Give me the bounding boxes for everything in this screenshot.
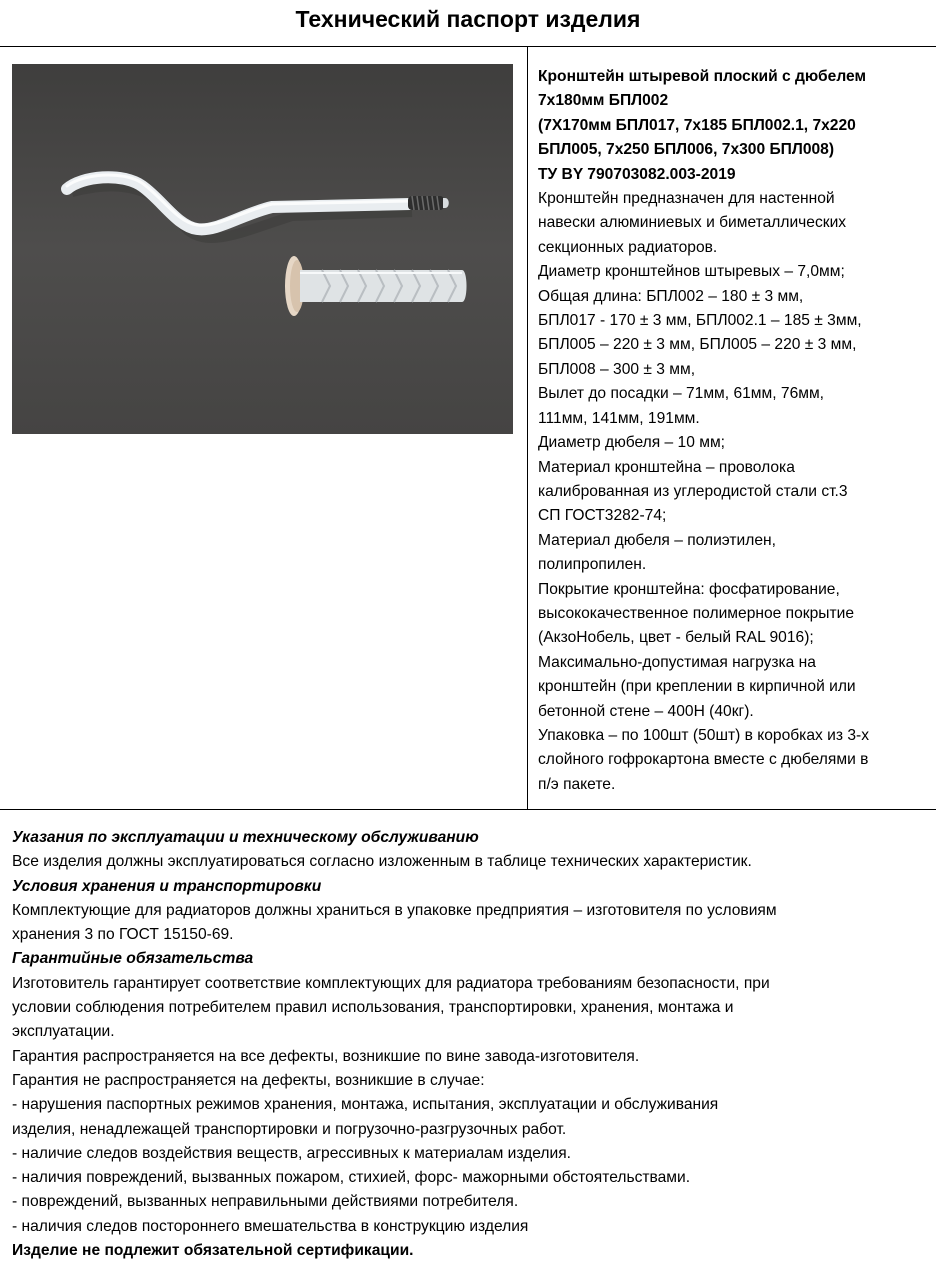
product-spec	[538, 65, 930, 797]
operation-heading: Указания по эксплуатации и техническому обслуживанию	[12, 829, 479, 846]
spec-table	[0, 46, 936, 810]
product-name-line: Кронштейн штыревой плоский с дюбелем	[538, 68, 867, 85]
product-name-line: (7Х170мм БПЛ017, 7х185 БПЛ002.1, 7х220	[538, 116, 856, 134]
spec-length: Общая длина: БПЛ002 – 180 ± 3 мм, БПЛ017 - 170 ± 3 мм, БПЛ002.1 – 185 ± 3мм, БПЛ005 – 220 ± 3 мм, БПЛ005 – 220 ± 3 мм, БПЛ008 – 300 ± 3 мм,	[538, 287, 862, 378]
exclusion-item: - наличия следов постороннего вмешательства в конструкцию изделия	[12, 1217, 529, 1235]
spec-dowel-diameter: Диаметр дюбеля – 10 мм;	[538, 434, 726, 452]
storage-text: Комплектующие для радиаторов должны храниться в упаковке предприятия – изготовителя по условиям хранения 3 по ГОСТ 15150-69.	[12, 901, 777, 944]
certification-note: Изделие не подлежит обязательной сертификации.	[12, 1242, 414, 1260]
product-name-line: БПЛ005, 7х250 БПЛ006, 7х300 БПЛ008)	[538, 141, 835, 159]
spec-dowel-material: Материал дюбеля – полиэтилен, полипропилен.	[538, 531, 776, 574]
product-standard: ТУ BY 790703082.003-2019	[538, 165, 736, 183]
instructions-section	[12, 826, 928, 1263]
spec-bracket-material: Материал кронштейна – проволока калиброванная из углеродистой стали ст.3 СП ГОСТ3282-74;	[538, 458, 848, 525]
warranty-heading: Гарантийные обязательства	[12, 950, 254, 968]
operation-text: Все изделия должны эксплуатироваться согласно изложенным в таблице технических характеристик.	[12, 853, 752, 871]
exclusion-item: - наличия повреждений, вызванных пожаром, стихией, форс- мажорными обстоятельствами.	[12, 1169, 691, 1187]
product-name-line: 7х180мм БПЛ002	[538, 92, 669, 110]
page-title: Технический паспорт изделия	[295, 6, 641, 32]
storage-heading: Условия хранения и транспортировки	[12, 877, 322, 895]
exclusion-item: - нарушения паспортных режимов хранения, монтажа, испытания, эксплуатации и обслуживания изделия, ненадлежащей транспортировки и погрузочно-разгрузочных работ.	[12, 1096, 719, 1138]
spec-offset: Вылет до посадки – 71мм, 61мм, 76мм, 111мм, 141мм, 191мм.	[538, 385, 825, 427]
warranty-excludes: Гарантия не распространяется на дефекты, возникшие в случае:	[12, 1071, 485, 1089]
table-divider	[527, 47, 528, 809]
exclusion-item: - повреждений, вызванных неправильными действиями потребителя.	[12, 1193, 519, 1211]
spec-coating: Покрытие кронштейна: фосфатирование, высококачественное полимерное покрытие (АкзоНобель, цвет - белый RAL 9016);	[538, 580, 855, 647]
warranty-covers: Гарантия распространяется на все дефекты, возникшие по вине завода-изготовителя.	[12, 1047, 640, 1065]
spec-packaging: Упаковка – по 100шт (50шт) в коробках из 3-х слойного гофрокартона вместе с дюбелями в п/э пакете.	[538, 726, 870, 793]
product-photo	[12, 64, 513, 434]
spec-purpose: Кронштейн предназначен для настенной навески алюминиевых и биметаллических секционных радиаторов.	[538, 190, 847, 256]
exclusion-item: - наличие следов воздействия веществ, агрессивных к материалам изделия.	[12, 1144, 571, 1162]
spec-diameter: Диаметр кронштейнов штыревых – 7,0мм;	[538, 263, 845, 281]
spec-max-load: Максимально-допустимая нагрузка на кронштейн (при креплении в кирпичной или бетонной стене – 400Н (40кг).	[538, 653, 856, 720]
warranty-text: Изготовитель гарантирует соответствие комплектующих для радиатора требованиям безопасности, при условии соблюдения потребителем правил использования, транспортировки, хранения, монтажа и эксплуатации.	[12, 974, 770, 1041]
bracket-dowel-illustration	[12, 64, 513, 434]
